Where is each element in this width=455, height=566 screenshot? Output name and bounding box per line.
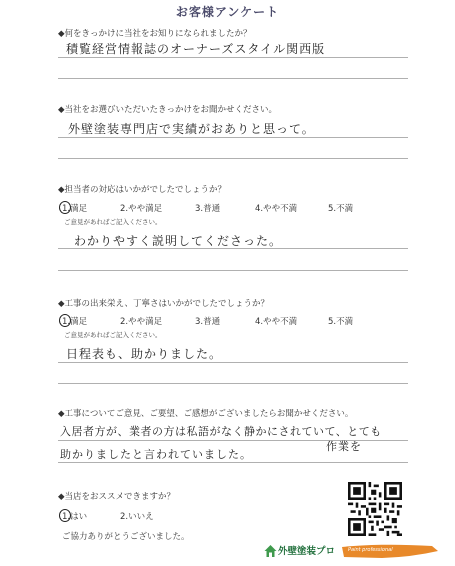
- answer-line: [58, 383, 408, 384]
- answer-line: [58, 248, 408, 249]
- option-yes[interactable]: 1.はい: [62, 510, 87, 522]
- option-dissatisfied[interactable]: 5.不満: [328, 204, 354, 214]
- closing-message: ご協力ありがとうございました。: [62, 532, 190, 542]
- answer-line: [58, 158, 408, 159]
- option-somewhat-satisfied[interactable]: 2.やや満足: [120, 204, 163, 214]
- question-6: ◆当店をおススメできますか？: [58, 492, 176, 502]
- logo-tagline: Paint professional: [348, 547, 393, 553]
- selected-circle-icon: [59, 314, 71, 327]
- logo-name: 外壁塗装プロ: [278, 546, 336, 557]
- option-neutral[interactable]: 3.普通: [195, 317, 221, 327]
- answer-5-line-2: 助かりましたと言われていました。: [60, 448, 252, 461]
- question-4: ◆工事の出来栄え、丁寧さはいかがでしたでしょうか？: [58, 299, 270, 309]
- answer-line: [58, 57, 408, 58]
- answer-4: 日程表も、助かりました。: [66, 347, 223, 361]
- option-somewhat-satisfied[interactable]: 2.やや満足: [120, 317, 163, 327]
- qr-code-icon: [348, 482, 402, 536]
- answer-1: 積覧経営情報誌のオーナーズスタイル関西版: [66, 42, 326, 56]
- comment-note: ご意見があればご記入ください。: [64, 218, 162, 226]
- answer-line: [58, 362, 408, 363]
- question-5: ◆工事についてご意見、ご要望、ご感想がございましたらお聞かせください。: [58, 409, 354, 419]
- answer-line: [58, 137, 408, 138]
- option-satisfied[interactable]: 1.満足: [62, 202, 87, 214]
- option-somewhat-dissatisfied[interactable]: 4.やや不満: [255, 204, 298, 214]
- comment-note: ご意見があればご記入ください。: [64, 331, 162, 339]
- selected-circle-icon: [59, 201, 71, 214]
- answer-line: [58, 462, 408, 463]
- selected-circle-icon: [59, 509, 71, 522]
- house-logo-icon: [264, 544, 277, 558]
- answer-5-line-1: 入居者方が、業者の方は私語がなく静かにされていて、とても: [60, 425, 382, 438]
- option-somewhat-dissatisfied[interactable]: 4.やや不満: [255, 317, 298, 327]
- option-dissatisfied[interactable]: 5.不満: [328, 317, 354, 327]
- option-no[interactable]: 2.いいえ: [120, 512, 154, 522]
- answer-3: わかりやすく説明してくださった。: [74, 234, 283, 248]
- question-2: ◆当社をお選びいただいたきっかけをお聞かせください。: [58, 105, 278, 115]
- question-3: ◆担当者の対応はいかがでしたでしょうか？: [58, 185, 227, 195]
- survey-title: お客様アンケート: [175, 5, 280, 19]
- answer-2: 外壁塗装専門店で実績がおありと思って。: [68, 122, 315, 136]
- option-neutral[interactable]: 3.普通: [195, 204, 221, 214]
- answer-line: [58, 78, 408, 79]
- answer-5-insert: 作業を: [326, 440, 362, 453]
- option-satisfied[interactable]: 1.満足: [62, 315, 87, 327]
- company-logo: [262, 541, 442, 563]
- question-1: ◆何をきっかけに当社をお知りになられましたか？: [58, 29, 252, 39]
- answer-line: [58, 270, 408, 271]
